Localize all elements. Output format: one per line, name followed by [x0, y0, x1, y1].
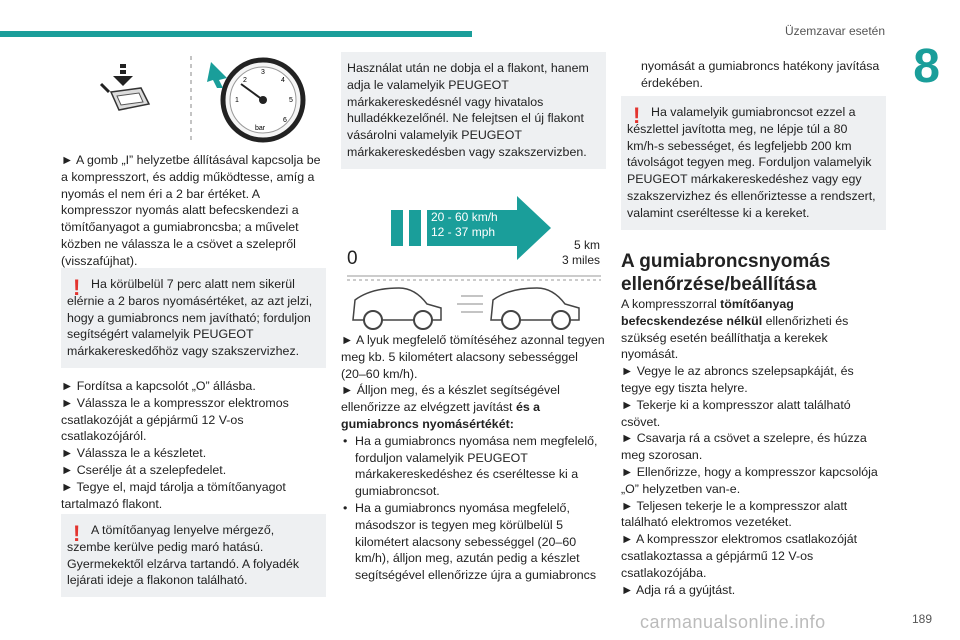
car-icon [353, 288, 441, 329]
warning-icon: ! [73, 521, 81, 546]
gauge-tick: 4 [281, 77, 285, 84]
compressor-illustration [91, 52, 331, 144]
gauge-tick: 5 [289, 97, 293, 104]
distance-km: 5 km [573, 238, 600, 252]
warning-text: Ha körülbelül 7 perc alatt nem sikerül elérnie a 2 baros nyomásértéket, az azt jelzi, hogy a gumiabroncs nem javítható; forduljon segítségért valamelyik PEUGEOT márkakereskedőhöz vagy szakszervizhez. [67, 277, 313, 359]
start-distance: 0 [347, 248, 358, 269]
step-item: ► Adja rá a gyújtást. [621, 582, 736, 597]
continued-text: nyomását a gumiabroncs hatékony javítása érdekében. [641, 59, 880, 90]
step-item: ► Tekerje ki a kompresszor alatt található csövet. [621, 397, 851, 429]
step-item: ► A kompresszor elektromos csatlakozóját csatlakoztassa a gépjármű 12 V-os csatlakozójába. [621, 532, 858, 580]
section-title: Üzemzavar esetén [784, 24, 885, 38]
pressure-gauge-icon [207, 60, 303, 140]
warning-text: A tömítőanyag lenyelve mérgező, szembe kerülve pedig maró hatású. Gyermekektől elzárva tartandó. A folyadék lejárati ideje a flakonon található. [67, 523, 300, 588]
warning-box-pressure [61, 268, 326, 368]
info-text: Használat után ne dobja el a flakont, hanem adja le valamelyik PEUGEOT márkakereskedésnél vagy hivatalos hulladékkezelőnél. Ne felejtsen el új flakont vásárolni valamelyik PEUGEOT márkakereskedésben vagy szakszervizben. [347, 61, 589, 159]
paragraph-drive: ► A lyuk megfelelő tömítéséhez azonnal tegyen meg kb. 5 kilométert alacsony sebességgel (20–60 km/h). [341, 333, 605, 381]
section-heading: A gumiabroncsnyomás ellenőrzése/beállítása [621, 251, 831, 295]
step-item: ► Fordítsa a kapcsolót „O” állásba. [61, 379, 256, 393]
header-accent-bar [0, 31, 472, 37]
watermark: carmanualsonline.info [640, 612, 826, 632]
steps-list [61, 378, 326, 512]
page-number: 189 [911, 612, 932, 626]
step-item: ► Cserélje át a szelepfedelet. [61, 462, 227, 477]
info-box-disposal [341, 52, 606, 169]
warning-text: Ha valamelyik gumiabroncsot ezzel a készlettel javította meg, ne lépje túl a 80 km/h-s sebességet, és legfeljebb 200 km távolságot tegyen meg. Forduljon valamelyik PEUGEOT márkakereskedéshez vagy egy szakszervizhez és ellenőriztesse a rendszert, valamint cseréltesse ki a kereket. [627, 105, 876, 220]
step-item: ► Válassza le a készletet. [61, 446, 207, 461]
warning-box-toxic [61, 514, 326, 597]
bullet-item: • Ha a gumiabroncs nyomása nem megfelelő, forduljon valamelyik PEUGEOT márkakereskedéshez és cseréltesse ki a gumiabroncsot. [341, 433, 606, 500]
car-icon [457, 288, 579, 329]
speed-kmh: 20 - 60 km/h [431, 210, 498, 224]
step-item: ► Válassza le a kompresszor elektromos csatlakozóját a gépjármű 12 V-os csatlakozójáról. [61, 395, 289, 444]
step-item: ► Csavarja rá a csövet a szelepre, és húzza meg szorosan. [621, 431, 867, 463]
step-item: ► Ellenőrizze, hogy a kompresszor kapcsolója „O” helyzetben van-e. [621, 464, 878, 496]
speed-range-label [431, 210, 498, 240]
gauge-tick: 1 [235, 97, 239, 104]
gauge-tick: 3 [261, 69, 265, 76]
button-press-icon [101, 64, 149, 110]
paragraph-compressor-start: ► A gomb „I” helyzetbe állításával kapcsolja be a kompresszort, és addig működtesse, amíg a nyomás el nem éri a 2 bar értéket. A kompresszor nyomás alatt befecskendezi a tömítőanyagot a gumiabroncsba; a művelet közben ne válassza le a csövet a szelepről (visszafújhat). [61, 153, 321, 268]
paragraph-check: ► Álljon meg, és a készlet segítségével ellenőrizze az elvégzett javítást és a gumiabroncs nyomásértékét: [341, 383, 560, 431]
step-item: ► Tegye el, majd tárolja a tömítőanyagot tartalmazó flakont. [61, 479, 286, 511]
speed-mph: 12 - 37 mph [431, 225, 496, 239]
intro-paragraph: A kompresszorral tömítőanyag befecskendezése nélkül ellenőrizheti és szükség esetén beállíthatja a kerekek nyomását. [621, 297, 849, 362]
warning-icon: ! [633, 103, 641, 128]
bullet-item: • Ha a gumiabroncs nyomása megfelelő, másodszor is tegyen meg körülbelül 5 kilométert alacsony sebességgel (20–60 km/h), álljon meg, azután pedig a készlet segítségével ellenőrizze újra a gumiabroncs [341, 500, 606, 584]
end-distance [562, 238, 600, 268]
warning-icon: ! [73, 275, 81, 300]
gauge-unit: bar [255, 125, 266, 132]
distance-miles: 3 miles [561, 253, 600, 267]
chapter-number: 8 [913, 40, 940, 93]
gauge-tick: 2 [243, 77, 247, 84]
gauge-tick: 6 [283, 117, 287, 124]
pressure-check-instructions [621, 296, 886, 598]
step-item: ► Teljesen tekerje le a kompresszor alatt található elektromos vezetéket. [621, 498, 848, 530]
warning-box-speed-limit [621, 96, 886, 230]
step-item: ► Vegye le az abroncs szelepsapkáját, és tegye egy tiszta helyre. [621, 364, 854, 395]
drive-instructions [341, 332, 606, 584]
